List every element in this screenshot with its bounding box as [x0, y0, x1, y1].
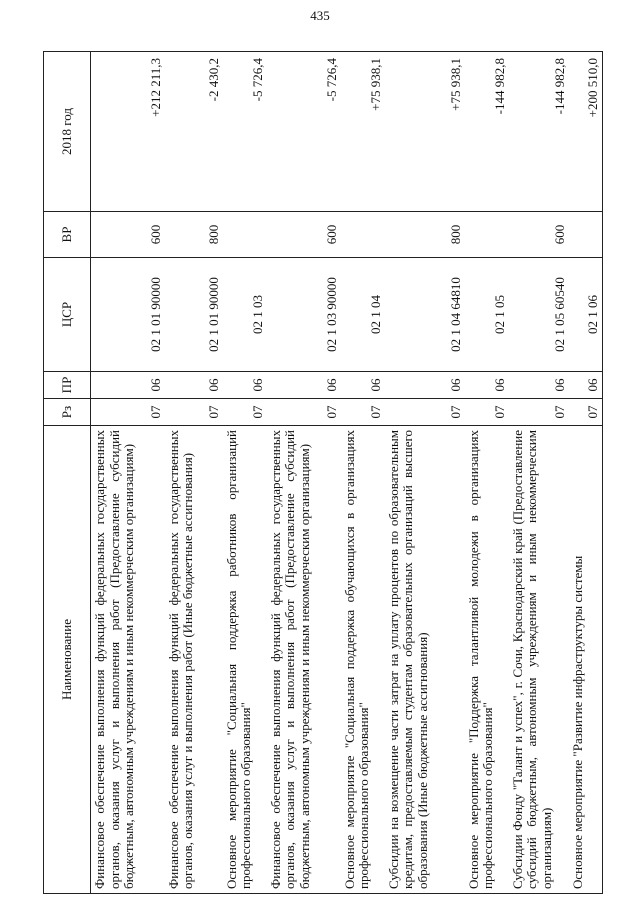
row-name: Субсидии на возмещение части затрат на уплату процентов по образовательным кредитам, предоставляемым студентам образовательных организаций высшего образования (Иные бюджетные ассигнования) — [385, 426, 465, 894]
header-pr: ПР — [44, 372, 91, 399]
row-vr: 600 — [267, 212, 341, 258]
row-name: Основное мероприятие "Социальная поддержка обучающихся в организациях профессионального образования" — [341, 426, 385, 894]
row-csr: 02 1 03 90000 — [267, 258, 341, 372]
row-rz: 07 — [509, 399, 569, 426]
table-row — [341, 52, 385, 894]
row-pr: 06 — [91, 372, 165, 399]
row-amount: -144 982,8 — [465, 52, 509, 212]
table-row — [569, 52, 603, 894]
row-pr: 06 — [165, 372, 223, 399]
row-vr — [341, 212, 385, 258]
header-rz: Рз — [44, 399, 91, 426]
row-vr: 600 — [91, 212, 165, 258]
row-rz: 07 — [91, 399, 165, 426]
row-amount: -5 726,4 — [223, 52, 267, 212]
row-rz: 07 — [465, 399, 509, 426]
row-vr — [465, 212, 509, 258]
table-row — [509, 52, 569, 894]
row-rz: 07 — [569, 399, 603, 426]
header-csr: ЦСР — [44, 258, 91, 372]
row-vr: 800 — [165, 212, 223, 258]
row-vr — [223, 212, 267, 258]
row-csr: 02 1 06 — [569, 258, 603, 372]
row-pr: 06 — [465, 372, 509, 399]
page-number: 435 — [310, 8, 330, 23]
row-rz: 07 — [341, 399, 385, 426]
row-name: Основное мероприятие "Поддержка талантливой молодежи в организациях профессионального образования" — [465, 426, 509, 894]
row-csr: 02 1 05 60540 — [509, 258, 569, 372]
header-vr: ВР — [44, 212, 91, 258]
row-amount: +75 938,1 — [385, 52, 465, 212]
table-row — [385, 52, 465, 894]
row-pr: 06 — [223, 372, 267, 399]
row-name: Основное мероприятие "Социальная поддержка работников организаций профессионального образования" — [223, 426, 267, 894]
row-csr: 02 1 05 — [465, 258, 509, 372]
row-csr: 02 1 04 64810 — [385, 258, 465, 372]
table-row — [91, 52, 165, 894]
header-year: 2018 год — [44, 52, 91, 212]
row-amount: +212 211,3 — [91, 52, 165, 212]
budget-table — [43, 51, 603, 894]
row-amount: -5 726,4 — [267, 52, 341, 212]
table-row — [465, 52, 509, 894]
row-csr: 02 1 01 90000 — [91, 258, 165, 372]
row-name: Финансовое обеспечение выполнения функций федеральных государственных органов, оказания услуг и выполнения работ (Иные бюджетные ассигнования) — [165, 426, 223, 894]
table-row — [165, 52, 223, 894]
header-name: Наименование — [44, 426, 91, 894]
row-vr — [569, 212, 603, 258]
row-csr: 02 1 01 90000 — [165, 258, 223, 372]
row-amount: +200 510,0 — [569, 52, 603, 212]
row-pr: 06 — [509, 372, 569, 399]
row-vr: 600 — [509, 212, 569, 258]
row-pr: 06 — [267, 372, 341, 399]
table-header-row — [44, 52, 91, 894]
row-rz: 07 — [267, 399, 341, 426]
row-name: Финансовое обеспечение выполнения функций федеральных государственных органов, оказания услуг и выполнения работ (Предоставление субсидий бюджетным, автономным учреждениям и иным некоммерческим организациям) — [267, 426, 341, 894]
row-amount: +75 938,1 — [341, 52, 385, 212]
row-amount: -2 430,2 — [165, 52, 223, 212]
row-rz: 07 — [165, 399, 223, 426]
table-row — [267, 52, 341, 894]
row-rz: 07 — [223, 399, 267, 426]
row-name: Финансовое обеспечение выполнения функций федеральных государственных органов, оказания услуг и выполнения работ (Предоставление субсидий бюджетным, автономным учреждениям и иным некоммерческим организациям) — [91, 426, 165, 894]
rotated-table-container — [43, 52, 603, 894]
row-amount: -144 982,8 — [509, 52, 569, 212]
row-pr: 06 — [569, 372, 603, 399]
row-pr: 06 — [341, 372, 385, 399]
row-csr: 02 1 03 — [223, 258, 267, 372]
row-name: Субсидии Фонду "Талант и успех", г. Сочи, Краснодарский край (Предоставление субсидий бюджетным, автономным учреждениям и иным некоммерческим организациям) — [509, 426, 569, 894]
row-name: Основное мероприятие "Развитие инфраструктуры системы — [569, 426, 603, 894]
row-vr: 800 — [385, 212, 465, 258]
row-csr: 02 1 04 — [341, 258, 385, 372]
row-rz: 07 — [385, 399, 465, 426]
table-row — [223, 52, 267, 894]
row-pr: 06 — [385, 372, 465, 399]
